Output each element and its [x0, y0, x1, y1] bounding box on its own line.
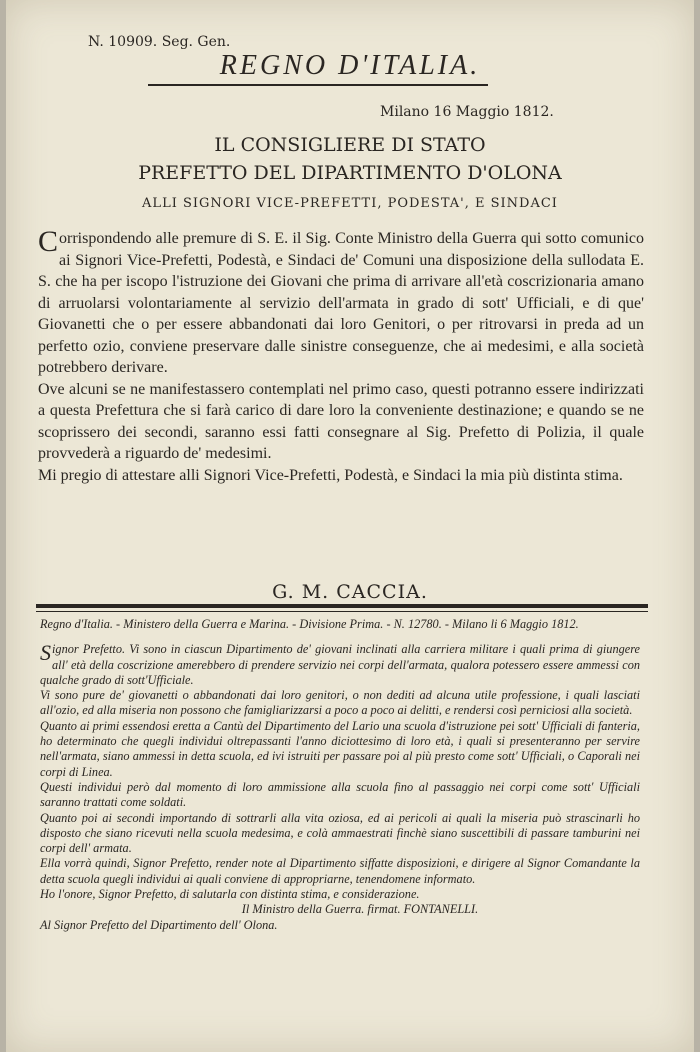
- drop-cap: C: [38, 225, 59, 258]
- document-sheet: [6, 0, 694, 1052]
- letter-paragraph-6: Ella vorrà quindi, Signor Prefetto, render note al Dipartimento siffatte disposizioni, e dirigere al Signor Comandante la detta scuola quegli individui ai quali conviene di appropriarne, tenendomene informato.: [40, 856, 640, 886]
- letter-paragraph-7: Ho l'onore, Signor Prefetto, di salutarla con distinta stima, e considerazione.: [40, 887, 420, 902]
- circular-paragraph-3: Mi pregio di attestare alli Signori Vice-Prefetti, Podestà, e Sindaci la mia più distinta stima.: [38, 466, 623, 484]
- paragraph-text: ignor Prefetto. Vi sono in ciascun Dipartimento de' giovani inclinati alla carriera militare i quali prima di giungere all' età della coscrizione amerebbero di prendere servizio nei corpi dell'armata, qualora potessero essere ammessi con qualche grado di sott'Ufficiale.: [40, 642, 640, 687]
- place-date: Milano 16 Maggio 1812.: [380, 104, 554, 120]
- heading-underline: [148, 84, 488, 86]
- ministry-heading: Regno d'Italia. - Ministero della Guerra e Marina. - Divisione Prima. - N. 12780. - Milano li 6 Maggio 1812.: [40, 617, 579, 631]
- drop-cap: S: [40, 640, 51, 666]
- divider-thick: [36, 604, 648, 608]
- reference-number: N. 10909. Seg. Gen.: [88, 34, 231, 50]
- letter-paragraph-2: Vi sono pure de' giovanetti o abbandonati dai loro genitori, o non dediti ad alcuna utile professione, i quali lasciati all'ozio, ed alla miseria non possono che famigliarizzarsi a poco a poco ai delitti, e rendersi così perniciosi alla società.: [40, 688, 640, 718]
- title-line-2: PREFETTO DEL DIPARTIMENTO D'OLONA: [138, 162, 562, 184]
- ministry-letter: [40, 617, 640, 933]
- letter-paragraph-4: Questi individui però dal momento di loro ammissione alla scuola fino al passaggio nei corpi come sott' Ufficiali saranno trattati come soldati.: [40, 779, 640, 810]
- minister-signature: Il Ministro della Guerra. firmat. FONTANELLI.: [241, 902, 479, 917]
- circular-paragraph-1: [38, 225, 644, 379]
- letter-addressee: Al Signor Prefetto del Dipartimento dell' Olona.: [40, 917, 278, 932]
- circular-paragraph-2: Ove alcuni se ne manifestassero contemplati nel primo caso, questi potranno essere indirizzati a questa Prefettura che si farà carico di dare loro la conveniente destinazione; e quando se ne scoprissero dei secondi, saranno essi fatti consegnare al Sig. Prefetto di Polizia, il quale provvederà a riguardo de' medesimi.: [38, 380, 644, 462]
- signature: G. M. CACCIA.: [272, 581, 428, 603]
- title-line-1: IL CONSIGLIERE DI STATO: [214, 134, 486, 156]
- circular-body: [38, 225, 644, 486]
- divider-thin: [36, 611, 648, 612]
- letter-paragraph-5: Quanto poi ai secondi importando di sottrarli alla vita oziosa, ed ai pericoli ai quali la miseria può strascinarli ho disposto che siano ricevuti nella scuola medesima, e colà ammaestrati finchè siano suscettibili di passare tamburini nei corpi dell' armata.: [40, 810, 640, 856]
- addressees-line: ALLI SIGNORI VICE-PREFETTI, PODESTA', E SINDACI: [142, 196, 558, 211]
- letter-paragraph-3: Quanto ai primi essendosi eretta a Cantù del Dipartimento del Lario una scuola d'istruzione pei sott' Ufficiali di fanteria, ho determinato che quegli individui oltrepassanti l'anno diciottesimo di loro età, i quali si presenteranno per servire nell'armata, siano ammessi in detta scuola, ed ivi istruiti per passare poi al più presto come sott' Ufficiali, o Caporali nei corpi di Linea.: [40, 718, 640, 779]
- kingdom-heading: REGNO D'ITALIA.: [219, 50, 481, 81]
- paragraph-text: orrispondendo alle premure di S. E. il Sig. Conte Ministro della Guerra qui sotto comunico ai Signori Vice-Prefetti, Podestà, e Sindaci de' Comuni una disposizione della sullodata E. S. che ha per iscopo l'istruzione dei Giovani che prima di arrivare all'età coscrizionaria amano di arruolarsi volontariamente al servizio dell'armata in grado di sott' Ufficiali, e di que' Giovanetti che o per essere abbandonati dai loro Genitori, o per ritrovarsi in preda ad un perfetto ozio, conviene preservare dalle sinistre conseguenze, che ai medesimi, e alla società potrebbero derivare.: [38, 230, 644, 376]
- letter-paragraph-1: [40, 642, 640, 688]
